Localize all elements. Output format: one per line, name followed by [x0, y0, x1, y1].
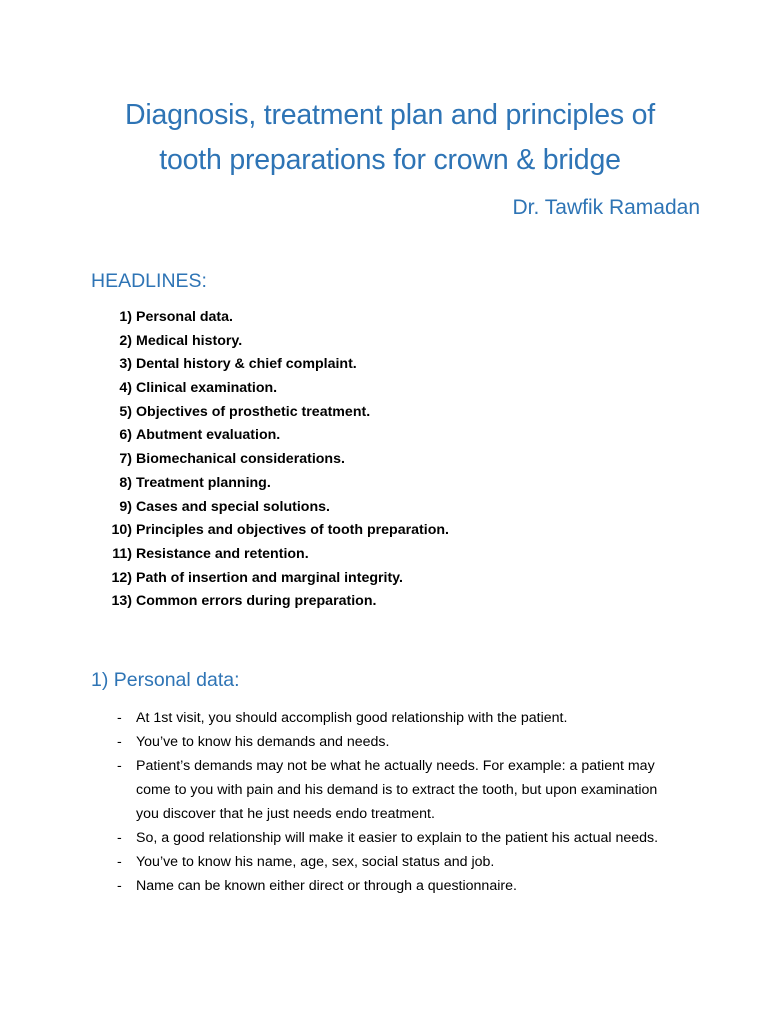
- headline-number: 1): [119, 309, 132, 325]
- bullet-text: You’ve to know his name, age, sex, social status and job.: [136, 854, 495, 870]
- headline-text: Principles and objectives of tooth preparation.: [136, 522, 449, 539]
- bullet-item: [117, 826, 677, 850]
- headline-number: 10): [111, 522, 132, 539]
- bullet-marker: -: [117, 710, 122, 726]
- title-line-2: tooth preparations for crown & bridge: [159, 144, 621, 176]
- bullet-marker: -: [117, 830, 122, 846]
- headline-number: 3): [119, 356, 132, 373]
- section-heading-personal-data: 1) Personal data:: [91, 669, 240, 691]
- headline-number: 9): [119, 498, 132, 515]
- bullet-text: Patient’s demands may not be what he actually needs. For example: a patient may come to you with pain and his demand is to extract the tooth, but upon examination you discover that he just needs endo treatment.: [136, 758, 658, 822]
- bullet-marker: -: [117, 878, 122, 894]
- bullet-text: Name can be known either direct or through a questionnaire.: [136, 878, 517, 894]
- headline-text: Objectives of prosthetic treatment.: [136, 403, 371, 420]
- bullet-item: [117, 706, 677, 730]
- headline-text: Cases and special solutions.: [136, 498, 330, 515]
- headline-text: Path of insertion and marginal integrity.: [136, 569, 403, 586]
- headline-number: 8): [119, 474, 132, 491]
- headline-text: Clinical examination.: [136, 380, 278, 397]
- headline-number: 2): [119, 332, 132, 349]
- headline-number: 7): [119, 451, 132, 468]
- bullet-text: At 1st visit, you should accomplish good relationship with the patient.: [136, 710, 568, 726]
- bullet-text: So, a good relationship will make it easier to explain to the patient his actual needs.: [136, 830, 659, 846]
- title-line-1: Diagnosis, treatment plan and principles of: [124, 99, 656, 131]
- personal-data-bullets: [117, 706, 677, 898]
- bullet-item: [117, 730, 677, 754]
- headline-text: Medical history.: [136, 332, 243, 349]
- headline-text: Personal data.: [136, 309, 233, 325]
- headline-text: Common errors during preparation.: [136, 593, 377, 610]
- bullet-item: [117, 754, 677, 826]
- headline-number: 12): [111, 569, 132, 586]
- bullet-marker: -: [117, 758, 122, 774]
- headlines-heading: HEADLINES:: [91, 270, 207, 292]
- bullet-marker: -: [117, 734, 122, 750]
- headline-text: Resistance and retention.: [136, 545, 309, 562]
- headline-number: 11): [112, 545, 132, 562]
- headline-text: Treatment planning.: [136, 474, 271, 491]
- bullet-marker: -: [117, 854, 122, 870]
- author-name: Dr. Tawfik Ramadan: [512, 196, 700, 219]
- headline-number: 6): [119, 427, 132, 444]
- headline-text: Biomechanical considerations.: [136, 451, 345, 468]
- bullet-item: [117, 874, 677, 898]
- headline-number: 13): [111, 593, 132, 610]
- headline-number: 4): [119, 380, 132, 397]
- bullet-item: [117, 850, 677, 874]
- bullet-text: You’ve to know his demands and needs.: [136, 734, 390, 750]
- headline-text: Abutment evaluation.: [136, 427, 281, 444]
- document-title: [60, 93, 720, 183]
- headline-text: Dental history & chief complaint.: [136, 356, 357, 373]
- headline-number: 5): [119, 403, 132, 420]
